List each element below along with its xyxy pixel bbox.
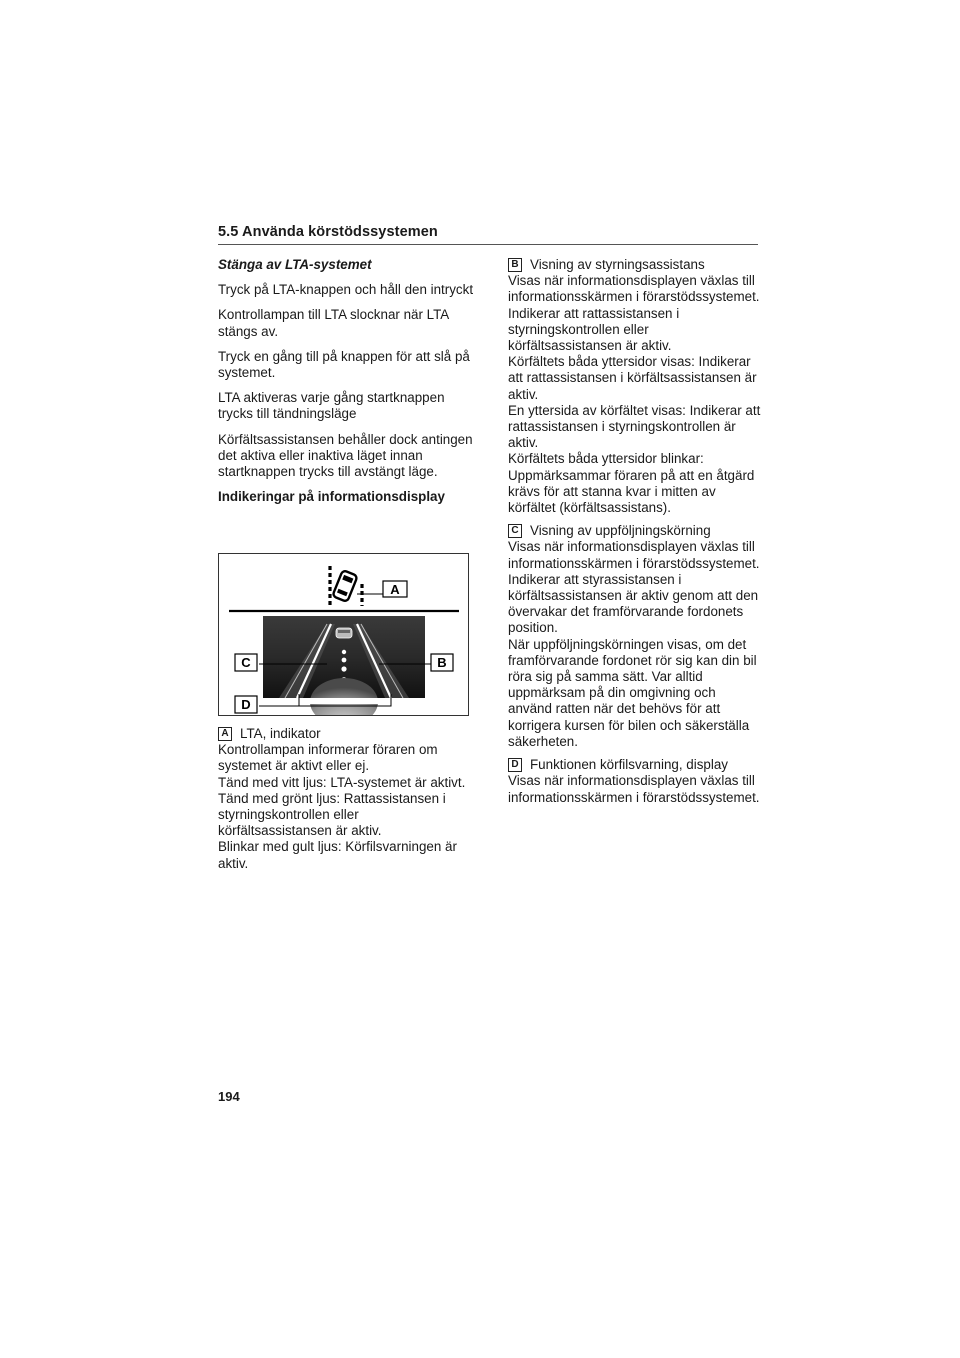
paragraph: Kontrollampan till LTA slocknar när LTA stängs av. bbox=[218, 307, 449, 339]
item-d-title: Funktionen körfilsvarning, display bbox=[530, 757, 728, 773]
item-a-letter-box: A bbox=[218, 727, 232, 741]
item-b-line: Körfältets båda yttersidor visas: Indikerar att rattassistansen i körfältsassistansen är aktiv. bbox=[508, 354, 757, 402]
item-b-line: Körfältets båda yttersidor blinkar: Uppmärksammar föraren på att en åtgärd krävs för att stanna kvar i mitten av körfältet (körfältsassistans). bbox=[508, 451, 755, 516]
section-divider bbox=[218, 244, 758, 245]
item-a-line: Tänd med vitt ljus: LTA-systemet är aktivt. bbox=[218, 774, 466, 790]
item-b-letter-box: B bbox=[508, 258, 522, 272]
item-c-line: Indikerar att styrassistansen i körfältsassistansen är aktiv genom att den övervakar det framförvarande fordonets position. bbox=[508, 571, 759, 636]
item-c bbox=[508, 523, 762, 750]
item-a bbox=[218, 726, 476, 872]
item-d bbox=[508, 757, 762, 806]
paragraph: LTA aktiveras varje gång startknappen trycks till tändningsläge bbox=[218, 390, 445, 422]
item-a-line: Blinkar med gult ljus: Körfilsvarningen är aktiv. bbox=[218, 839, 457, 871]
item-c-head bbox=[508, 523, 762, 539]
item-b-line: Indikerar att rattassistansen i styrningskontrollen eller körfältsassistansen är aktiv. bbox=[508, 305, 680, 354]
item-d-head bbox=[508, 757, 762, 773]
heading-display-indications: Indikeringar på informationsdisplay bbox=[218, 489, 445, 505]
item-c-line: Visas när informationsdisplayen växlas till informationsskärmen i förarstödssystemet. bbox=[508, 539, 760, 571]
callout-a-label: A bbox=[390, 582, 400, 597]
item-a-title: LTA, indikator bbox=[240, 726, 321, 741]
lta-indicator-icon bbox=[330, 566, 362, 606]
item-a-head bbox=[218, 726, 476, 742]
item-b-line: En yttersida av körfältet visas: Indikerar att rattassistansen i styrningskontrollen är aktiv. bbox=[508, 402, 761, 451]
paragraph: Tryck en gång till på knappen för att slå på systemet. bbox=[218, 348, 470, 381]
item-c-letter-box: C bbox=[508, 524, 522, 538]
paragraph: Tryck på LTA-knappen och håll den intryckt bbox=[218, 282, 474, 298]
display-illustration bbox=[218, 553, 469, 716]
item-a-line: Tänd med grönt ljus: Rattassistansen i styrningskontrollen eller körfältsassistansen är aktiv. bbox=[218, 790, 446, 839]
callout-c-label: C bbox=[241, 655, 251, 670]
item-d-line: Visas när informationsdisplayen växlas till informationsskärmen i förarstödssystemet. bbox=[508, 773, 760, 805]
page-number: 194 bbox=[218, 1089, 240, 1104]
subheading-disable-lta: Stänga av LTA-systemet bbox=[218, 257, 372, 272]
item-c-title: Visning av uppföljningskörning bbox=[530, 523, 711, 539]
item-a-line: Kontrollampan informerar föraren om systemet är aktivt eller ej. bbox=[218, 742, 438, 774]
right-column bbox=[508, 257, 762, 813]
left-column bbox=[218, 257, 476, 514]
item-b-title: Visning av styrningsassistans bbox=[530, 257, 705, 272]
section-title: 5.5 Använda körstödssystemen bbox=[218, 224, 438, 240]
display-diagram-svg bbox=[219, 554, 468, 715]
callout-d-label: D bbox=[241, 697, 251, 712]
item-b-line: Visas när informationsdisplayen växlas till informationsskärmen i förarstödssystemet. bbox=[508, 273, 760, 305]
item-b bbox=[508, 257, 762, 516]
item-b-head bbox=[508, 257, 762, 273]
vehicle-ahead-icon bbox=[336, 628, 352, 638]
callout-b-label: B bbox=[437, 655, 447, 670]
item-c-line: När uppföljningskörningen visas, om det framförvarande fordonet rör sig kan din bil röra sig på samma sätt. Var alltid uppmärksam på din omgivning och använd ratten när det behövs för att korrigera kursen för bilen och säkerställa säkerheten. bbox=[508, 636, 757, 749]
item-d-letter-box: D bbox=[508, 758, 522, 772]
paragraph: Körfältsassistansen behåller dock antingen det aktiva eller inaktiva läget innan startknappen trycks till avstängt läge. bbox=[218, 431, 473, 480]
